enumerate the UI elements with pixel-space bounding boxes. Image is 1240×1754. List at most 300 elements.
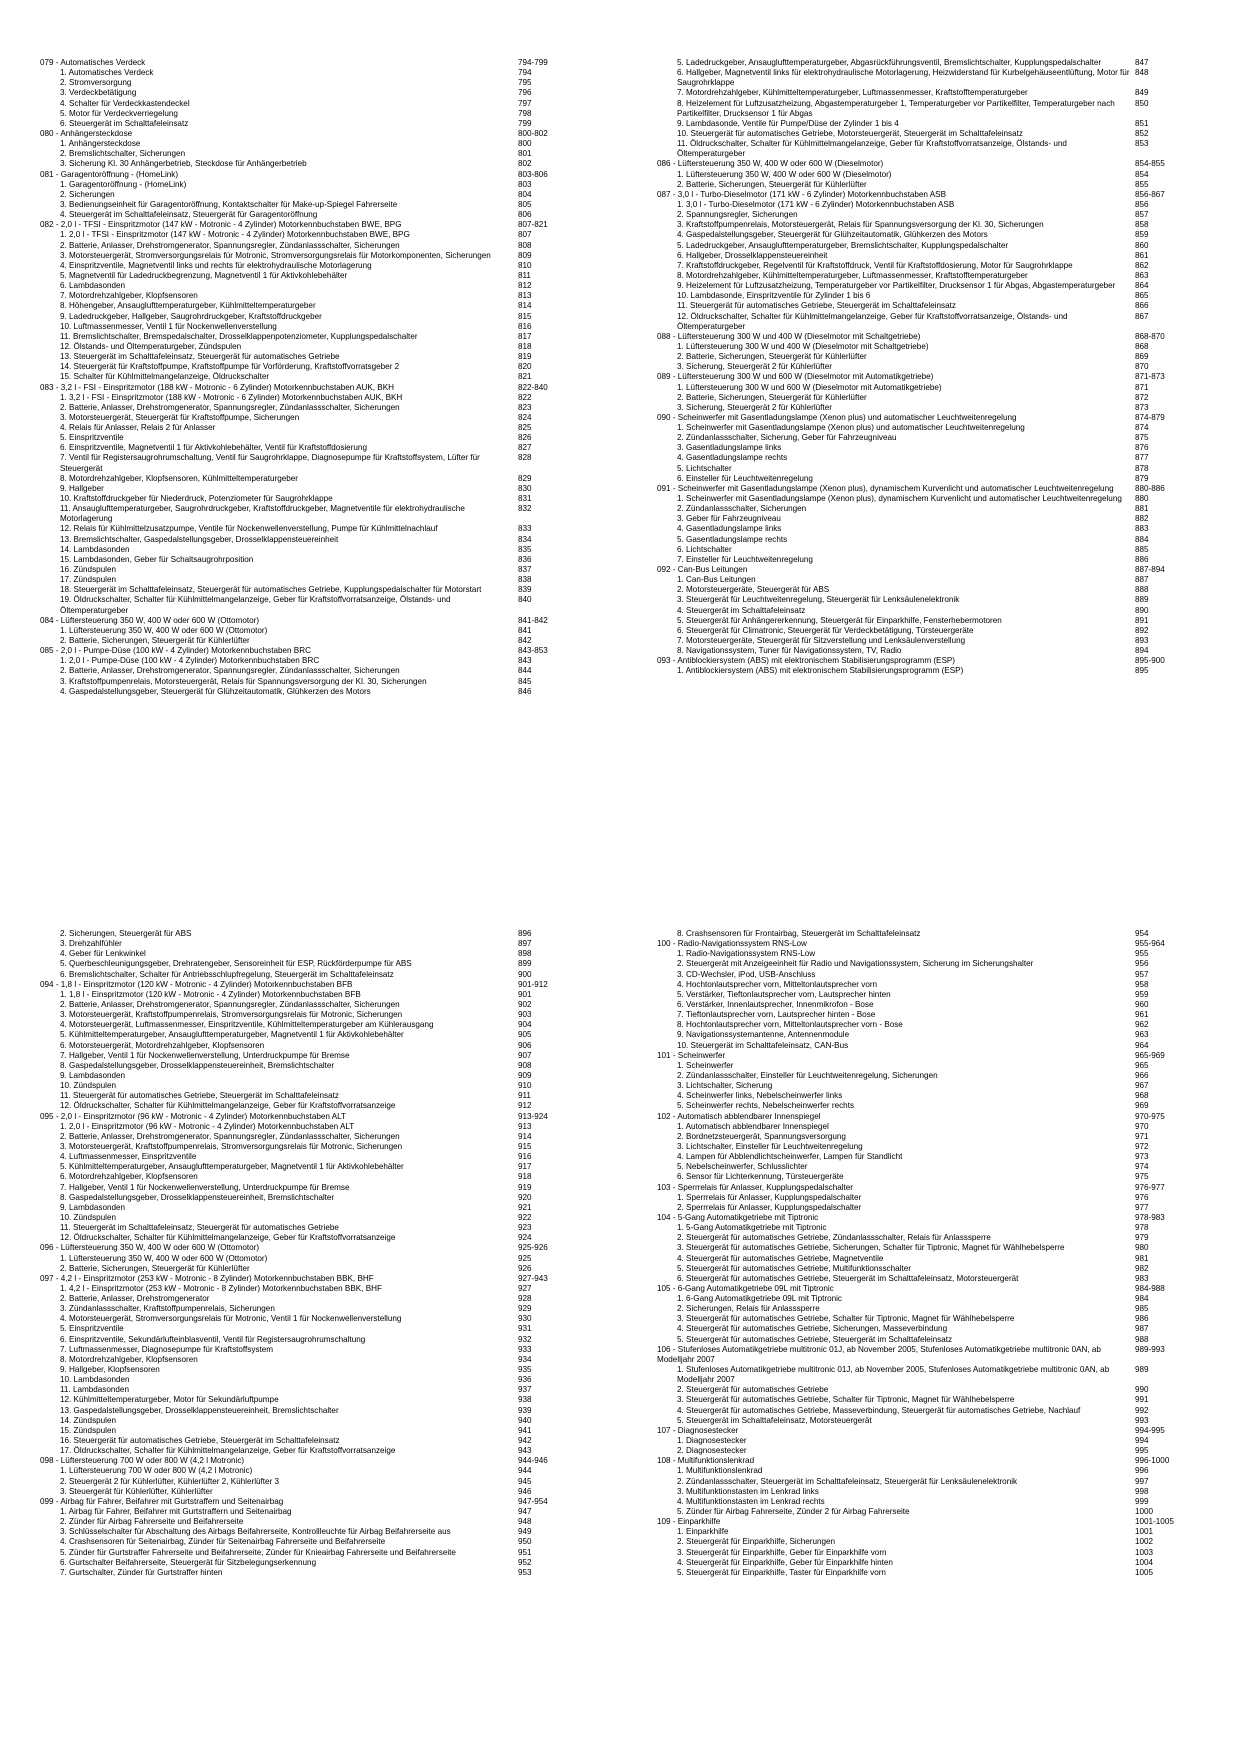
toc-entry-title: 7. Einsteller für Leuchtweitenregelung <box>677 554 813 564</box>
toc-section-entry <box>657 656 1205 666</box>
toc-entry-page: 871 <box>1135 382 1149 392</box>
toc-subentry <box>40 666 588 676</box>
toc-entry-title: 9. Lambdasonden <box>60 1070 126 1080</box>
toc-entry-page: 881 <box>1135 504 1149 514</box>
toc-entry-title: 101 - Scheinwerfer <box>657 1050 726 1060</box>
toc-entry-page: 900 <box>518 969 532 979</box>
toc-subentry <box>40 413 588 423</box>
toc-entry-page: 854 <box>1135 169 1149 179</box>
toc-entry-page: 893 <box>1135 636 1149 646</box>
toc-entry-title: 14. Steuergerät für Kraftstoffpumpe, Kraftstoffpumpe für Vorförderung, Kraftstoffvorratsgeber 2 <box>60 362 400 372</box>
toc-entry-page: 937 <box>518 1385 532 1395</box>
toc-entry-page: 869 <box>1135 352 1149 362</box>
toc-entry-title: 4. Lampen für Abblendlichtscheinwerfer, Lampen für Standlicht <box>677 1152 903 1162</box>
toc-entry-page: 886 <box>1135 554 1149 564</box>
toc-entry-page: 1001 <box>1135 1527 1154 1537</box>
toc-subentry <box>40 1142 588 1152</box>
toc-entry-page: 895-900 <box>1135 656 1165 666</box>
toc-entry-page: 905 <box>518 1030 532 1040</box>
toc-entry-title: 10. Lambdasonden <box>60 1375 130 1385</box>
toc-entry-page: 841 <box>518 625 532 635</box>
toc-entry-page: 873 <box>1135 402 1149 412</box>
toc-subentry <box>40 595 588 615</box>
toc-entry-title: 5. Magnetventil für Ladedruckbegrenzung, Magnetventil 1 für Aktivkohlebehälter <box>60 270 348 280</box>
toc-entry-title: 089 - Lüftersteuerung 300 W und 600 W (Dieselmotor mit Automatikgetriebe) <box>657 372 934 382</box>
toc-subentry <box>657 666 1205 676</box>
toc-entry-title: 2. Sperrrelais für Anlasser, Kupplungspedalschalter <box>677 1202 862 1212</box>
toc-subentry <box>657 1101 1205 1111</box>
toc-subentry <box>657 1335 1205 1345</box>
toc-entry-title: 2. Motorsteuergeräte, Steuergerät für ABS <box>677 585 830 595</box>
toc-entry-title: 4. Scheinwerfer links, Nebelscheinwerfer links <box>677 1091 843 1101</box>
toc-subentry <box>40 190 588 200</box>
toc-entry-title: 4. Multifunktionstasten im Lenkrad rechts <box>677 1496 825 1506</box>
toc-subentry <box>40 99 588 109</box>
toc-entry-page: 862 <box>1135 260 1149 270</box>
toc-entry-page: 876 <box>1135 443 1149 453</box>
toc-entry-page: 801 <box>518 149 532 159</box>
toc-entry-page: 797 <box>518 98 532 108</box>
toc-section-entry <box>657 1183 1205 1193</box>
toc-entry-page: 815 <box>518 311 532 321</box>
toc-entry-page: 887 <box>1135 575 1149 585</box>
toc-entry-page: 808 <box>518 240 532 250</box>
toc-entry-title: 6. Steuergerät für Climatronic, Steuergerät für Verdeckbetätigung, Türsteuergeräte <box>677 625 974 635</box>
toc-section-entry <box>40 1112 588 1122</box>
toc-entry-title: 3. Verdeckbetätigung <box>60 88 137 98</box>
toc-entry-page: 1001-1005 <box>1135 1517 1174 1527</box>
toc-subentry <box>40 959 588 969</box>
toc-entry-title: 1. Radio-Navigationssystem RNS-Low <box>677 949 816 959</box>
toc-subentry <box>40 342 588 352</box>
toc-subentry <box>40 271 588 281</box>
toc-entry-title: 2. Zündanlassschalter, Sicherungen <box>677 504 807 514</box>
toc-entry-title: 094 - 1,8 l - Einspritzmotor (120 kW - Motronic - 4 Zylinder) Motorkennbuchstaben BFB <box>40 979 353 989</box>
toc-subentry <box>657 423 1205 433</box>
toc-entry-title: 2. Steuergerät für Einparkhilfe, Sicherungen <box>677 1537 836 1547</box>
toc-entry-title: 5. Verstärker, Tieftonlautsprecher vorn, Lautsprecher hinten <box>677 989 891 999</box>
toc-entry-title: 2. Steuergerät für automatisches Getriebe <box>677 1385 829 1395</box>
toc-entry-page: 831 <box>518 494 532 504</box>
toc-entry-title: 6. Motordrehzahlgeber, Klopfsensoren <box>60 1172 198 1182</box>
toc-subentry <box>40 1101 588 1111</box>
toc-subentry <box>657 636 1205 646</box>
toc-section-entry <box>657 1456 1205 1466</box>
toc-subentry <box>40 687 588 697</box>
toc-subentry <box>657 139 1205 159</box>
toc-entry-page: 913 <box>518 1121 532 1131</box>
toc-subentry <box>40 949 588 959</box>
toc-subentry <box>657 119 1205 129</box>
toc-entry-title: 13. Bremslichtschalter, Gaspedalstellungsgeber, Drosselklappensteuereinheit <box>60 534 339 544</box>
toc-entry-page: 924 <box>518 1233 532 1243</box>
toc-entry-page: 850 <box>1135 98 1149 108</box>
toc-subentry <box>40 1477 588 1487</box>
toc-subentry <box>657 524 1205 534</box>
toc-subentry <box>657 1466 1205 1476</box>
toc-entry-title: 9. Hallgeber, Klopfsensoren <box>60 1365 160 1375</box>
toc-entry-title: 1. Anhängersteckdose <box>60 139 141 149</box>
toc-subentry <box>657 1385 1205 1395</box>
toc-entry-title: 10. Kraftstoffdruckgeber für Niederdruck, Potenziometer für Saugrohrklappe <box>60 494 333 504</box>
toc-entry-title: 1. 2,0 l - TFSI - Einspritzmotor (147 kW - Motronic - 4 Zylinder) Motorkennbuchstaben BWE, BPG <box>60 230 410 240</box>
toc-entry-title: 2. Batterie, Anlasser, Drehstromgenerator, Spannungsregler, Zündanlassschalter, Sicherungen <box>60 1131 400 1141</box>
toc-subentry <box>40 1558 588 1568</box>
toc-section-entry <box>40 980 588 990</box>
toc-entry-page: 947 <box>518 1507 532 1517</box>
toc-entry-page: 813 <box>518 291 532 301</box>
toc-subentry <box>40 352 588 362</box>
toc-section-entry <box>657 1051 1205 1061</box>
toc-subentry <box>657 1193 1205 1203</box>
toc-entry-title: 2. Spannungsregler, Sicherungen <box>677 210 798 220</box>
toc-entry-title: 102 - Automatisch abblendbarer Innenspiegel <box>657 1111 821 1121</box>
toc-entry-page: 950 <box>518 1537 532 1547</box>
toc-subentry <box>657 616 1205 626</box>
toc-entry-title: 7. Gurtschalter, Zünder für Gurtstraffer hinten <box>60 1567 223 1577</box>
toc-entry-page: 929 <box>518 1304 532 1314</box>
toc-entry-title: 1. Garagentoröffnung - (HomeLink) <box>60 179 187 189</box>
toc-subentry <box>657 1152 1205 1162</box>
toc-subentry <box>657 990 1205 1000</box>
toc-subentry <box>40 545 588 555</box>
toc-subentry <box>657 575 1205 585</box>
toc-section-entry <box>657 1112 1205 1122</box>
toc-entry-title: 2. Zündanlassschalter, Sicherung, Geber für Fahrzeugniveau <box>677 433 897 443</box>
toc-subentry <box>40 78 588 88</box>
toc-entry-title: 3. Motorsteuergerät, Kraftstoffpumpenrelais, Stromversorgungsrelais für Motronic, Sicherungen <box>60 1141 403 1151</box>
toc-entry-page: 804 <box>518 189 532 199</box>
toc-entry-page: 971 <box>1135 1131 1149 1141</box>
toc-subentry <box>657 1304 1205 1314</box>
toc-entry-title: 1. Lüftersteuerung 300 W und 600 W (Dieselmotor mit Automatikgetriebe) <box>677 382 942 392</box>
toc-entry-title: 3. Kraftstoffpumpenrelais, Motorsteuergerät, Relais für Spannungsversorgung der Kl. 30, Sicherungen <box>677 220 1044 230</box>
toc-entry-page: 817 <box>518 331 532 341</box>
toc-entry-page: 953 <box>518 1567 532 1577</box>
toc-entry-page: 904 <box>518 1020 532 1030</box>
toc-entry-title: 19. Öldruckschalter, Schalter für Kühlmittelmangelanzeige, Geber für Kraftstoffvorratsanzeige, Ölstands- und Öltemperaturgeber <box>60 595 451 615</box>
toc-entry-title: 081 - Garagentoröffnung - (HomeLink) <box>40 169 179 179</box>
toc-entry-title: 2. Zündanlassschalter, Einsteller für Leuchtweitenregelung, Sicherungen <box>677 1070 938 1080</box>
toc-entry-title: 3. Steuergerät für Leuchtweitenregelung, Steuergerät für Lenksäulenelektronik <box>677 595 960 605</box>
toc-subentry <box>657 220 1205 230</box>
toc-entry-page: 917 <box>518 1162 532 1172</box>
toc-section-entry <box>40 129 588 139</box>
toc-entry-page: 979 <box>1135 1233 1149 1243</box>
toc-subentry <box>657 1264 1205 1274</box>
toc-subentry <box>40 139 588 149</box>
toc-entry-title: 2. Sicherungen <box>60 189 115 199</box>
toc-subentry <box>657 1568 1205 1578</box>
toc-entry-title: 6. Einsteller für Leuchtweitenregelung <box>677 473 813 483</box>
toc-entry-title: 1. 2,0 l - Pumpe-Düse (100 kW - 4 Zylinder) Motorkennbuchstaben BRC <box>60 656 320 666</box>
toc-subentry <box>657 200 1205 210</box>
toc-entry-page: 811 <box>518 270 531 280</box>
toc-subentry <box>657 1416 1205 1426</box>
toc-entry-title: 5. Zünder für Gurtstraffer Fahrerseite und Beifahrerseite, Zünder für Knieairbag Fahrerseite und Beifahrerseite <box>60 1547 456 1557</box>
toc-entry-page: 986 <box>1135 1314 1149 1324</box>
toc-subentry <box>40 332 588 342</box>
toc-entry-title: 1. Scheinwerfer mit Gasentladungslampe (Xenon plus) und automatischer Leuchtweitenregelung <box>677 423 1025 433</box>
toc-entry-title: 11. Steuergerät für automatisches Getriebe, Steuergerät im Schalttafeleinsatz <box>60 1091 339 1101</box>
toc-entry-page: 991 <box>1135 1395 1149 1405</box>
toc-entry-title: 2. Zündanlassschalter, Steuergerät im Schalttafeleinsatz, Steuergerät für Lenksäulenelektronik <box>677 1476 1018 1486</box>
toc-entry-title: 8. Crashsensoren für Frontairbag, Steuergerät im Schalttafeleinsatz <box>677 929 921 938</box>
toc-subentry <box>40 261 588 271</box>
toc-entry-page: 830 <box>518 483 532 493</box>
toc-subentry <box>40 565 588 575</box>
toc-entry-title: 1. Stufenloses Automatikgetriebe multitronic 01J, ab November 2005, Stufenloses Automatikgetriebe multitronic 0AN, ab Modelljahr 2007 <box>677 1365 1110 1385</box>
toc-entry-title: 1. Scheinwerfer mit Gasentladungslampe (Xenon plus), dynamischem Kurvenlicht und automatischer Leuchtweitenregelung <box>677 494 1122 504</box>
toc-subentry <box>657 312 1205 332</box>
toc-entry-page: 814 <box>518 301 532 311</box>
toc-entry-page: 961 <box>1135 1010 1149 1020</box>
toc-subentry <box>657 433 1205 443</box>
toc-entry-title: 4. Gasentladungslampe links <box>677 524 782 534</box>
toc-entry-page: 826 <box>518 433 532 443</box>
toc-subentry <box>40 1254 588 1264</box>
toc-entry-page: 982 <box>1135 1263 1149 1273</box>
toc-subentry <box>40 1304 588 1314</box>
toc-entry-page: 994 <box>1135 1436 1149 1446</box>
toc-entry-title: 2. Batterie, Sicherungen, Steuergerät für Kühlerlüfter <box>677 179 867 189</box>
toc-entry-page: 833 <box>518 524 532 534</box>
toc-subentry <box>40 119 588 129</box>
toc-entry-title: 3. Lichtschalter, Einsteller für Leuchtweitenregelung <box>677 1141 863 1151</box>
toc-entry-title: 17. Zündspulen <box>60 575 117 585</box>
toc-entry-title: 5. Steuergerät für Einparkhilfe, Taster für Einparkhilfe vorn <box>677 1567 886 1577</box>
toc-entry-page: 997 <box>1135 1476 1149 1486</box>
toc-section-entry <box>657 1284 1205 1294</box>
toc-entry-page: 807-821 <box>518 220 548 230</box>
toc-subentry <box>657 1203 1205 1213</box>
toc-entry-page: 796 <box>518 88 532 98</box>
toc-column-bottom-left <box>40 929 588 1578</box>
toc-subentry <box>40 656 588 666</box>
toc-entry-page: 984 <box>1135 1294 1149 1304</box>
toc-column-top-right <box>657 58 1205 677</box>
toc-entry-title: 2. Bordnetzsteuergerät, Spannungsversorgung <box>677 1131 846 1141</box>
toc-entry-title: 1. Lüftersteuerung 350 W, 400 W oder 600 W (Dieselmotor) <box>677 169 892 179</box>
toc-entry-page: 870 <box>1135 362 1149 372</box>
toc-entry-title: 5. Steuergerät für automatisches Getriebe, Multifunktionsschalter <box>677 1263 911 1273</box>
toc-entry-page: 996-1000 <box>1135 1456 1170 1466</box>
toc-subentry <box>657 1537 1205 1547</box>
toc-entry-page: 967 <box>1135 1081 1149 1091</box>
toc-subentry <box>40 1466 588 1476</box>
toc-subentry <box>40 970 588 980</box>
toc-entry-title: 6. Steuergerät für automatisches Getriebe, Steuergerät im Schalttafeleinsatz, Motorsteuergerät <box>677 1273 1019 1283</box>
toc-subentry <box>657 1030 1205 1040</box>
toc-entry-title: 4. Schalter für Verdeckkastendeckel <box>60 98 190 108</box>
toc-subentry <box>40 1162 588 1172</box>
toc-subentry <box>40 372 588 382</box>
toc-entry-page: 884 <box>1135 534 1149 544</box>
toc-section-entry <box>657 565 1205 575</box>
toc-subentry <box>657 1162 1205 1172</box>
toc-entry-title: 4. Gasentladungslampe rechts <box>677 453 788 463</box>
toc-entry-page: 859 <box>1135 230 1149 240</box>
toc-subentry <box>40 1406 588 1416</box>
toc-entry-page: 802 <box>518 159 532 169</box>
toc-entry-title: 083 - 3,2 l - FSI - Einspritzmotor (188 kW - Motronic - 6 Zylinder) Motorkennbuchstaben AUK, BKH <box>40 382 395 392</box>
toc-column-bottom-right <box>657 929 1205 1578</box>
toc-section-entry <box>657 372 1205 382</box>
toc-entry-page: 909 <box>518 1070 532 1080</box>
toc-entry-title: 12. Öldruckschalter, Schalter für Kühlmittelmangelanzeige, Geber für Kraftstoffvorratsanzeige <box>60 1101 396 1111</box>
toc-entry-title: 6. Motorsteuergerät, Motordrehzahlgeber, Klopfsensoren <box>60 1040 265 1050</box>
toc-entry-page: 964 <box>1135 1040 1149 1050</box>
toc-subentry <box>657 261 1205 271</box>
toc-entry-page: 983 <box>1135 1273 1149 1283</box>
toc-entry-page: 923 <box>518 1223 532 1233</box>
toc-entry-page: 809 <box>518 250 532 260</box>
toc-subentry <box>657 1071 1205 1081</box>
toc-entry-title: 090 - Scheinwerfer mit Gasentladungslampe (Xenon plus) und automatischer Leuchtweitenregelung <box>657 412 1017 422</box>
toc-entry-page: 856-867 <box>1135 189 1165 199</box>
toc-entry-title: 10. Steuergerät für automatisches Getriebe, Motorsteuergerät, Steuergerät im Schalttafeleinsatz <box>677 128 1023 138</box>
toc-entry-page: 794-799 <box>518 58 548 67</box>
toc-subentry <box>40 241 588 251</box>
toc-subentry <box>657 180 1205 190</box>
toc-entry-page: 914 <box>518 1131 532 1141</box>
toc-subentry <box>40 1264 588 1274</box>
toc-entry-title: 3. Steuergerät für automatisches Getriebe, Schalter für Tiptronic, Magnet für Wählhebelsperre <box>677 1395 1015 1405</box>
toc-subentry <box>40 210 588 220</box>
toc-entry-title: 8. Navigationssystem, Tuner für Navigationssystem, TV, Radio <box>677 646 902 656</box>
toc-entry-title: 9. Lambdasonde, Ventile für Pumpe/Düse der Zylinder 1 bis 4 <box>677 118 899 128</box>
toc-entry-page: 897 <box>518 939 532 949</box>
toc-subentry <box>657 352 1205 362</box>
toc-entry-title: 3. Steuergerät für automatisches Getriebe, Schalter für Tiptronic, Magnet für Wählhebelsperre <box>677 1314 1015 1324</box>
toc-entry-page: 919 <box>518 1182 532 1192</box>
toc-entry-title: 2. Sicherungen, Steuergerät für ABS <box>60 929 192 938</box>
toc-entry-title: 2. Batterie, Sicherungen, Steuergerät für Kühlerlüfter <box>60 636 250 646</box>
toc-subentry <box>40 504 588 524</box>
toc-subentry <box>40 1355 588 1365</box>
toc-entry-title: 15. Lambdasonden, Geber für Schaltsaugrohrposition <box>60 554 254 564</box>
toc-subentry <box>40 88 588 98</box>
toc-entry-title: 1. Scheinwerfer <box>677 1060 734 1070</box>
toc-entry-title: 13. Steuergerät im Schalttafeleinsatz, Steuergerät für automatisches Getriebe <box>60 352 340 362</box>
toc-entry-page: 990 <box>1135 1385 1149 1395</box>
toc-entry-page: 845 <box>518 676 532 686</box>
toc-entry-page: 889 <box>1135 595 1149 605</box>
toc-entry-page: 800-802 <box>518 128 548 138</box>
toc-subentry <box>40 524 588 534</box>
toc-entry-page: 970-975 <box>1135 1111 1165 1121</box>
toc-entry-title: 5. Motor für Verdeckverriegelung <box>60 108 178 118</box>
toc-entry-page: 857 <box>1135 210 1149 220</box>
toc-entry-title: 3. Sicherung, Steuergerät 2 für Kühlerlüfter <box>677 362 832 372</box>
toc-entry-page: 898 <box>518 949 532 959</box>
toc-entry-page: 1000 <box>1135 1507 1154 1517</box>
toc-entry-title: 11. Ansauglufttemperaturgeber, Saugrohrdruckgeber, Kraftstoffdruckgeber, Magnetventile für elektrohydraulische Motorlagerung <box>60 504 465 524</box>
toc-entry-page: 838 <box>518 575 532 585</box>
toc-subentry <box>657 1000 1205 1010</box>
toc-entry-page: 955-964 <box>1135 939 1165 949</box>
toc-subentry <box>40 636 588 646</box>
toc-entry-page: 843 <box>518 656 532 666</box>
toc-entry-title: 3. Drehzahlfühler <box>60 939 122 949</box>
toc-entry-page: 915 <box>518 1141 532 1151</box>
toc-entry-page: 891 <box>1135 615 1149 625</box>
toc-subentry <box>40 1122 588 1132</box>
toc-entry-page: 851 <box>1135 118 1149 128</box>
toc-subentry <box>40 1487 588 1497</box>
toc-entry-title: 8. Motordrehzahlgeber, Kühlmitteltemperaturgeber, Luftmassenmesser, Kraftstofftemperaturgeber <box>677 270 1028 280</box>
toc-entry-page: 932 <box>518 1334 532 1344</box>
toc-entry-title: 7. Motordrehzahlgeber, Kühlmitteltemperaturgeber, Luftmassenmesser, Kraftstofftemperaturgeber <box>677 88 1028 98</box>
toc-subentry <box>657 1122 1205 1132</box>
toc-subentry <box>40 1041 588 1051</box>
toc-subentry <box>657 1365 1205 1385</box>
toc-entry-title: 9. Navigationssystemantenne, Antennenmodule <box>677 1030 850 1040</box>
toc-entry-page: 901 <box>518 989 532 999</box>
toc-subentry <box>40 1365 588 1375</box>
toc-section-entry <box>40 383 588 393</box>
toc-subentry <box>657 291 1205 301</box>
toc-entry-title: 3. Kraftstoffpumpenrelais, Motorsteuergerät, Relais für Spannungsversorgung der Kl. 30, Sicherungen <box>60 676 427 686</box>
toc-entry-title: 4. Geber für Lenkwinkel <box>60 949 146 959</box>
toc-entry-page: 846 <box>518 686 532 696</box>
toc-entry-title: 7. Kraftstoffdruckgeber, Regelventil für Kraftstoffdruck, Ventil für Kraftstoffdosierung, Motor für Saugrohrklappe <box>677 260 1073 270</box>
toc-entry-page: 910 <box>518 1081 532 1091</box>
toc-entry-title: 11. Steuergerät im Schalttafeleinsatz, Steuergerät für automatisches Getriebe <box>60 1223 339 1233</box>
toc-entry-title: 18. Steuergerät im Schalttafeleinsatz, Steuergerät für automatisches Getriebe, Kupplungspedalschalter für Motorstart <box>60 585 482 595</box>
toc-entry-title: 10. Lambdasonde, Einspritzventile für Zylinder 1 bis 6 <box>677 291 871 301</box>
toc-entry-page: 822-840 <box>518 382 548 392</box>
toc-subentry <box>657 1091 1205 1101</box>
toc-subentry <box>40 484 588 494</box>
toc-entry-page: 835 <box>518 544 532 554</box>
toc-entry-title: 3. Geber für Fahrzeugniveau <box>677 514 781 524</box>
toc-entry-title: 109 - Einparkhilfe <box>657 1517 721 1527</box>
toc-entry-page: 974 <box>1135 1162 1149 1172</box>
toc-subentry <box>657 1243 1205 1253</box>
toc-entry-page: 973 <box>1135 1152 1149 1162</box>
toc-entry-page: 996 <box>1135 1466 1149 1476</box>
toc-subentry <box>657 555 1205 565</box>
toc-entry-page: 957 <box>1135 969 1149 979</box>
toc-subentry <box>657 1487 1205 1497</box>
toc-subentry <box>40 1568 588 1578</box>
toc-entry-title: 4. Einspritzventile, Magnetventil links und rechts für elektrohydraulische Motorlagerung <box>60 260 372 270</box>
toc-subentry <box>40 1385 588 1395</box>
toc-entry-title: 9. Hallgeber <box>60 483 104 493</box>
toc-entry-page: 930 <box>518 1314 532 1324</box>
toc-entry-page: 880 <box>1135 494 1149 504</box>
toc-entry-title: 3. Multifunktionstasten im Lenkrad links <box>677 1486 819 1496</box>
toc-entry-page: 935 <box>518 1365 532 1375</box>
toc-entry-page: 941 <box>518 1425 532 1435</box>
toc-entry-page: 959 <box>1135 989 1149 999</box>
toc-entry-title: 11. Bremslichtschalter, Bremspedalschalter, Drosselklappenpotenziometer, Kupplungspedalschalter <box>60 331 418 341</box>
toc-subentry <box>657 1020 1205 1030</box>
toc-entry-title: 5. Steuergerät für Anhängererkennung, Steuergerät für Einparkhilfe, Fensterhebermotoren <box>677 615 1002 625</box>
toc-subentry <box>657 129 1205 139</box>
toc-entry-title: 4. Steuergerät im Schalttafeleinsatz <box>677 605 806 615</box>
toc-section-entry <box>40 170 588 180</box>
toc-entry-title: 13. Gaspedalstellungsgeber, Drosselklappensteuereinheit, Bremslichtschalter <box>60 1405 339 1415</box>
toc-entry-title: 1. Lüftersteuerung 350 W, 400 W oder 600 W (Ottomotor) <box>60 625 268 635</box>
toc-entry-title: 1. Diagnosestecker <box>677 1436 747 1446</box>
toc-entry-title: 1. Lüftersteuerung 700 W oder 800 W (4,2 l Motronic) <box>60 1466 253 1476</box>
toc-entry-page: 885 <box>1135 544 1149 554</box>
toc-subentry <box>40 322 588 332</box>
toc-entry-page: 822 <box>518 392 532 402</box>
toc-subentry <box>40 1223 588 1233</box>
